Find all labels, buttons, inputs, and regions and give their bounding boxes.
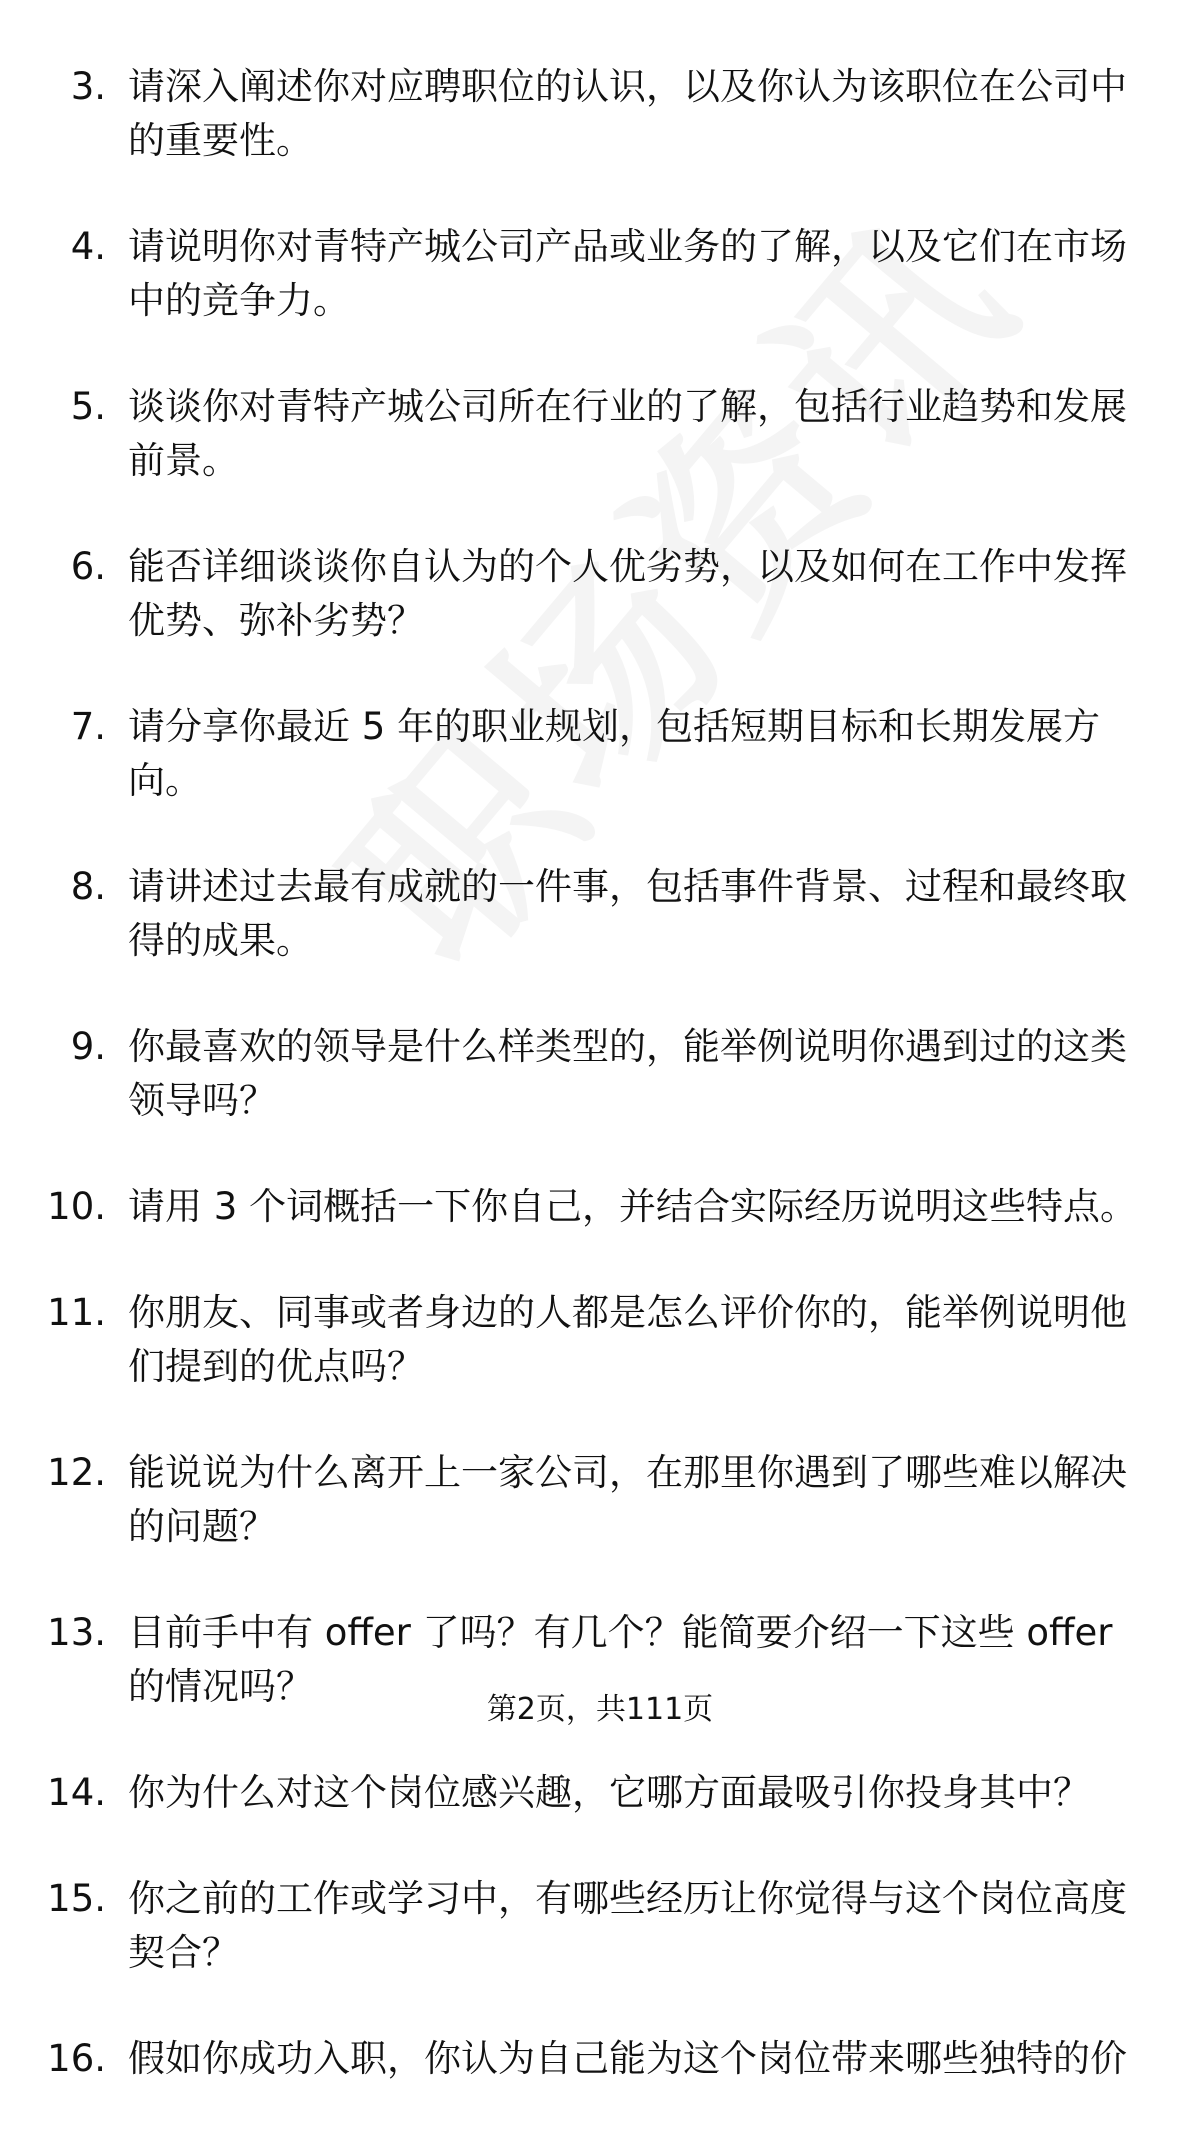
question-number: 13. xyxy=(47,1611,106,1654)
question-text: 你最喜欢的领导是什么样类型的，能举例说明你遇到过的这类领导吗？ xyxy=(128,1025,1127,1122)
question-text: 请分享你最近 5 年的职业规划，包括短期目标和长期发展方向。 xyxy=(128,705,1101,802)
question-number: 7. xyxy=(70,705,106,748)
list-item xyxy=(0,1286,1200,1394)
question-number: 6. xyxy=(70,545,106,588)
question-text: 能说说为什么离开上一家公司，在那里你遇到了哪些难以解决的问题？ xyxy=(128,1451,1127,1548)
question-number: 3. xyxy=(70,65,106,108)
question-text: 假如你成功入职，你认为自己能为这个岗位带来哪些独特的价 xyxy=(128,2037,1127,2080)
question-number: 4. xyxy=(70,225,106,268)
question-number: 16. xyxy=(47,2037,106,2080)
question-text: 你之前的工作或学习中，有哪些经历让你觉得与这个岗位高度契合？ xyxy=(128,1877,1127,1974)
question-text: 你为什么对这个岗位感兴趣，它哪方面最吸引你投身其中？ xyxy=(128,1771,1090,1814)
question-number: 12. xyxy=(47,1451,106,1494)
page-footer: 第2页，共111页 xyxy=(486,1692,714,1727)
question-number: 8. xyxy=(70,865,106,908)
list-item xyxy=(0,2032,1200,2086)
question-number: 15. xyxy=(47,1877,106,1920)
question-text: 请深入阐述你对应聘职位的认识，以及你认为该职位在公司中的重要性。 xyxy=(128,65,1127,162)
list-item xyxy=(0,1180,1200,1234)
question-number: 5. xyxy=(70,385,106,428)
list-item xyxy=(0,1020,1200,1128)
question-number: 11. xyxy=(47,1291,106,1334)
question-text: 请说明你对青特产城公司产品或业务的了解，以及它们在市场中的竞争力。 xyxy=(128,225,1127,322)
list-item xyxy=(0,860,1200,968)
question-number: 14. xyxy=(47,1771,106,1814)
list-item xyxy=(0,540,1200,648)
list-item xyxy=(0,700,1200,808)
question-text: 请用 3 个词概括一下你自己，并结合实际经历说明这些特点。 xyxy=(128,1185,1138,1228)
question-number: 9. xyxy=(70,1025,106,1068)
list-item xyxy=(0,1766,1200,1820)
question-text: 谈谈你对青特产城公司所在行业的了解，包括行业趋势和发展前景。 xyxy=(128,385,1127,482)
list-item xyxy=(0,60,1200,168)
question-text: 你朋友、同事或者身边的人都是怎么评价你的，能举例说明他们提到的优点吗？ xyxy=(128,1291,1127,1388)
question-text: 请讲述过去最有成就的一件事，包括事件背景、过程和最终取得的成果。 xyxy=(128,865,1127,962)
list-item xyxy=(0,1872,1200,1980)
question-list xyxy=(0,60,1200,2138)
question-text: 目前手中有 offer 了吗？有几个？能简要介绍一下这些 offer 的情况吗？ xyxy=(128,1611,1113,1708)
list-item xyxy=(0,220,1200,328)
list-item xyxy=(0,1446,1200,1554)
question-number: 10. xyxy=(47,1185,106,1228)
list-item xyxy=(0,380,1200,488)
question-text: 能否详细谈谈你自认为的个人优劣势，以及如何在工作中发挥优势、弥补劣势？ xyxy=(128,545,1127,642)
